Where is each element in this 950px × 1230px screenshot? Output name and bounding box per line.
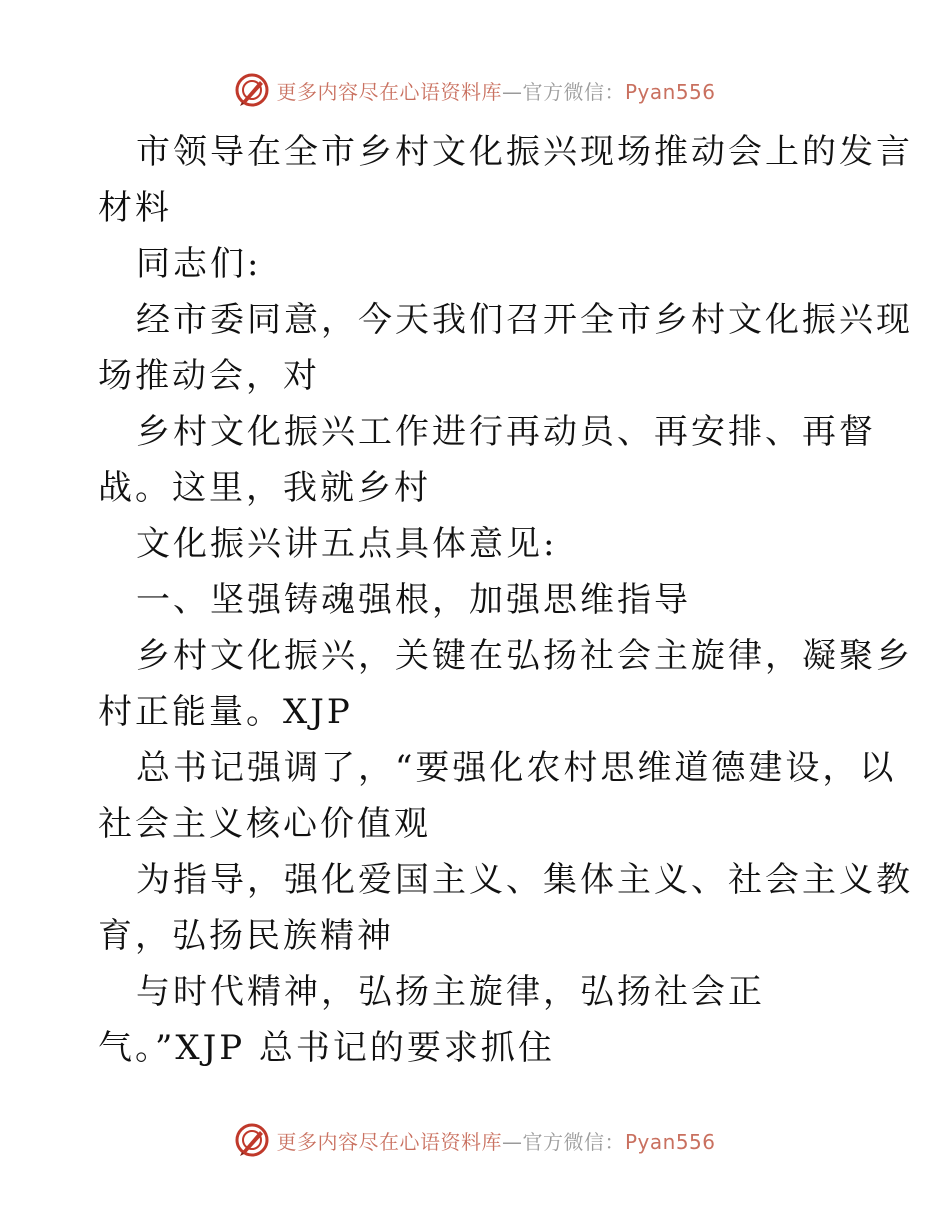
document-line: 乡村文化振兴，关键在弘扬社会主旋律，凝聚乡 (136, 636, 913, 676)
watermark-wechat-id: Pyan556 (624, 79, 716, 104)
document-line: 乡村文化振兴工作进行再动员、再安排、再督 (136, 412, 876, 452)
pen-logo-icon (234, 1122, 270, 1158)
watermark-text (276, 76, 715, 105)
document-line: 村正能量。XJP (98, 692, 353, 732)
watermark-separator: — (501, 79, 523, 104)
document-line: 材料 (98, 188, 172, 228)
document-line: 一、坚强铸魂强根，加强思维指导 (136, 580, 691, 620)
watermark-brand: 更多内容尽在心语资料库 (276, 1129, 502, 1154)
document-line: 文化振兴讲五点具体意见: (136, 524, 558, 564)
header-watermark (0, 70, 950, 110)
watermark-brand: 更多内容尽在心语资料库 (276, 79, 502, 104)
footer-watermark (0, 1120, 950, 1160)
watermark-inner (234, 72, 715, 108)
pen-logo-icon (234, 72, 270, 108)
watermark-wechat-label: 官方微信： (522, 79, 625, 104)
document-line: 市领导在全市乡村文化振兴现场推动会上的发言 (136, 132, 913, 172)
watermark-text (276, 1126, 715, 1155)
document-line: 同志们: (136, 244, 262, 284)
document-line: 经市委同意，今天我们召开全市乡村文化振兴现 (136, 300, 913, 340)
watermark-separator: — (501, 1129, 523, 1154)
document-line: 气。”XJP 总书记的要求抓住 (98, 1028, 555, 1068)
watermark-wechat-label: 官方微信： (522, 1129, 625, 1154)
document-line: 总书记强调了，“要强化农村思维道德建设，以 (136, 748, 897, 788)
document-line: 为指导，强化爱国主义、集体主义、社会主义教 (136, 860, 913, 900)
document-line: 场推动会，对 (98, 356, 320, 396)
document-line: 与时代精神，弘扬主旋律，弘扬社会正 (136, 972, 765, 1012)
document-line: 战。这里，我就乡村 (98, 468, 431, 508)
watermark-wechat-id: Pyan556 (624, 1129, 716, 1154)
watermark-inner (234, 1122, 715, 1158)
document-line: 社会主义核心价值观 (98, 804, 431, 844)
document-body (98, 124, 913, 1076)
document-line: 育，弘扬民族精神 (98, 916, 394, 956)
